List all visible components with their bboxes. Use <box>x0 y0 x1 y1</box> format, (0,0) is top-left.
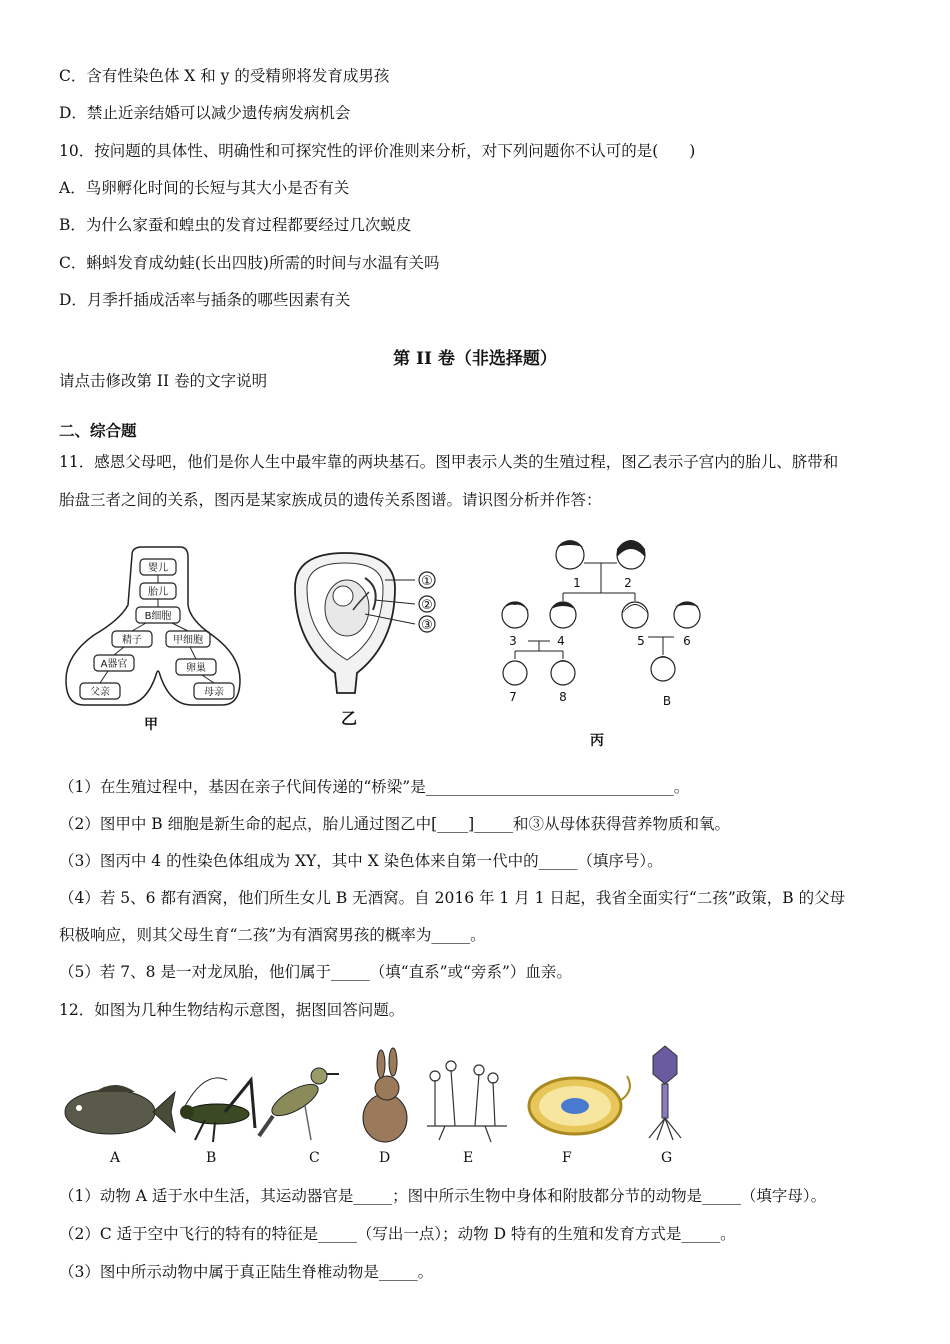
node-sperm: 精子 <box>122 635 142 646</box>
q11-part-3: （3）图丙中 4 的性染色体组成为 XY，其中 X 染色体来自第一代中的_____（填序号）。 <box>59 852 663 870</box>
mark-3: ③ <box>421 618 433 633</box>
bird-icon <box>259 1068 339 1140</box>
q12-stem: 12．如图为几种生物结构示意图，据图回答问题。 <box>59 1001 405 1019</box>
person-7 <box>503 661 527 685</box>
pedigree-num-7: 7 <box>509 690 517 704</box>
q12-part-1: （1）动物 A 适于水中生活，其运动器官是_____；图中所示生物中身体和附肢都分节的动物是_____（填字母）。 <box>59 1187 827 1205</box>
q11-part-2: （2）图甲中 B 细胞是新生命的起点，胎儿通过图乙中[____]_____和③从母体获得营养物质和氧。 <box>59 815 730 833</box>
q11-part-4b: 积极响应，则其父母生育“二孩”为有酒窝男孩的概率为_____。 <box>59 926 486 944</box>
pedigree-num-4: 4 <box>557 634 565 648</box>
q11-part-4a: （4）若 5、6 都有酒窝，他们所生女儿 B 无酒窝。自 2016 年 1 月 1 日起，我省全面实行“二孩”政策，B 的父母 <box>59 889 846 907</box>
q10-option-b: B．为什么家蚕和蝗虫的发育过程都要经过几次蜕皮 <box>59 216 412 234</box>
person-5 <box>622 602 648 628</box>
label-a: A <box>110 1150 121 1166</box>
rabbit-icon <box>363 1048 407 1142</box>
figure-bing-label: 丙 <box>590 733 604 749</box>
virus-icon <box>649 1046 681 1140</box>
q11-stem-1: 11．感恩父母吧，他们是你人生中最牢靠的两块基石。图甲表示人类的生殖过程，图乙表示子宫内的胎儿、脐带和 <box>59 453 839 471</box>
q10-option-a: A．鸟卵孵化时间的长短与其大小是否有关 <box>59 179 350 197</box>
node-ovary: 卵巢 <box>186 663 206 674</box>
figure-jia-reproduction-diagram <box>62 545 247 715</box>
part-heading: 二、综合题 <box>59 421 137 440</box>
node-fetus: 胎儿 <box>148 587 168 598</box>
figure-yi-label: 乙 <box>341 709 358 728</box>
section-note[interactable]: 请点击修改第 II 卷的文字说明 <box>59 372 268 390</box>
label-d: D <box>379 1150 391 1166</box>
pedigree-num-5: 5 <box>637 634 645 648</box>
mark-1: ① <box>421 574 433 589</box>
node-a-organ: A器官 <box>100 659 128 670</box>
q11-stem-2: 胎盘三者之间的关系，图丙是某家族成员的遗传关系图谱。请识图分析并作答： <box>59 491 602 509</box>
label-e: E <box>463 1150 474 1166</box>
pedigree-num-3: 3 <box>509 634 517 648</box>
figure-jia-label: 甲 <box>144 717 158 733</box>
q10-option-c: C．蝌蚪发育成幼蛙(长出四肢)所需的时间与水温有关吗 <box>59 254 440 272</box>
pedigree-num-8: 8 <box>559 690 567 704</box>
q9-option-c: C．含有性染色体 X 和 y 的受精卵将发育成男孩 <box>59 67 390 85</box>
fish-icon <box>65 1085 175 1134</box>
q9-option-d: D．禁止近亲结婚可以减少遗传病发病机会 <box>59 104 351 122</box>
node-father: 父亲 <box>90 687 110 698</box>
label-b: B <box>206 1150 217 1166</box>
node-b-cell: B细胞 <box>144 611 172 622</box>
pedigree-num-1: 1 <box>573 576 581 590</box>
q11-part-1: （1）在生殖过程中，基因在亲子代间传递的“桥梁”是________________________________。 <box>59 778 690 796</box>
mold-icon <box>427 1061 507 1142</box>
figure-bing-pedigree <box>485 535 715 715</box>
figure-yi-uterus-diagram <box>285 548 445 698</box>
node-baby: 婴儿 <box>148 563 168 574</box>
q11-part-5: （5）若 7、8 是一对龙凤胎，他们属于_____（填“直系”或“旁系”）血亲。 <box>59 963 572 981</box>
q12-part-3: （3）图中所示动物中属于真正陆生脊椎动物是_____。 <box>59 1263 434 1281</box>
bacterium-icon <box>529 1076 630 1134</box>
section-title: 第 II 卷（非选择题） <box>393 349 557 369</box>
q10-option-d: D．月季扦插成活率与插条的哪些因素有关 <box>59 291 351 309</box>
grasshopper-icon <box>180 1078 255 1142</box>
pedigree-num-6: 6 <box>683 634 691 648</box>
pedigree-num-b: B <box>662 694 672 708</box>
label-g: G <box>661 1150 673 1166</box>
mark-2: ② <box>421 598 433 613</box>
pedigree-num-2: 2 <box>624 576 632 590</box>
q12-organisms-figure <box>55 1040 705 1148</box>
node-mother: 母亲 <box>204 687 224 698</box>
q10-stem: 10．按问题的具体性、明确性和可探究性的评价准则来分析，对下列问题你不认可的是( ) <box>59 142 696 160</box>
q12-part-2: （2）C 适于空中飞行的特有的特征是_____（写出一点）；动物 D 特有的生殖和发育方式是_____。 <box>59 1225 736 1243</box>
node-jia-cell: 甲细胞 <box>173 635 203 646</box>
label-f: F <box>562 1150 572 1166</box>
label-c: C <box>309 1150 320 1166</box>
